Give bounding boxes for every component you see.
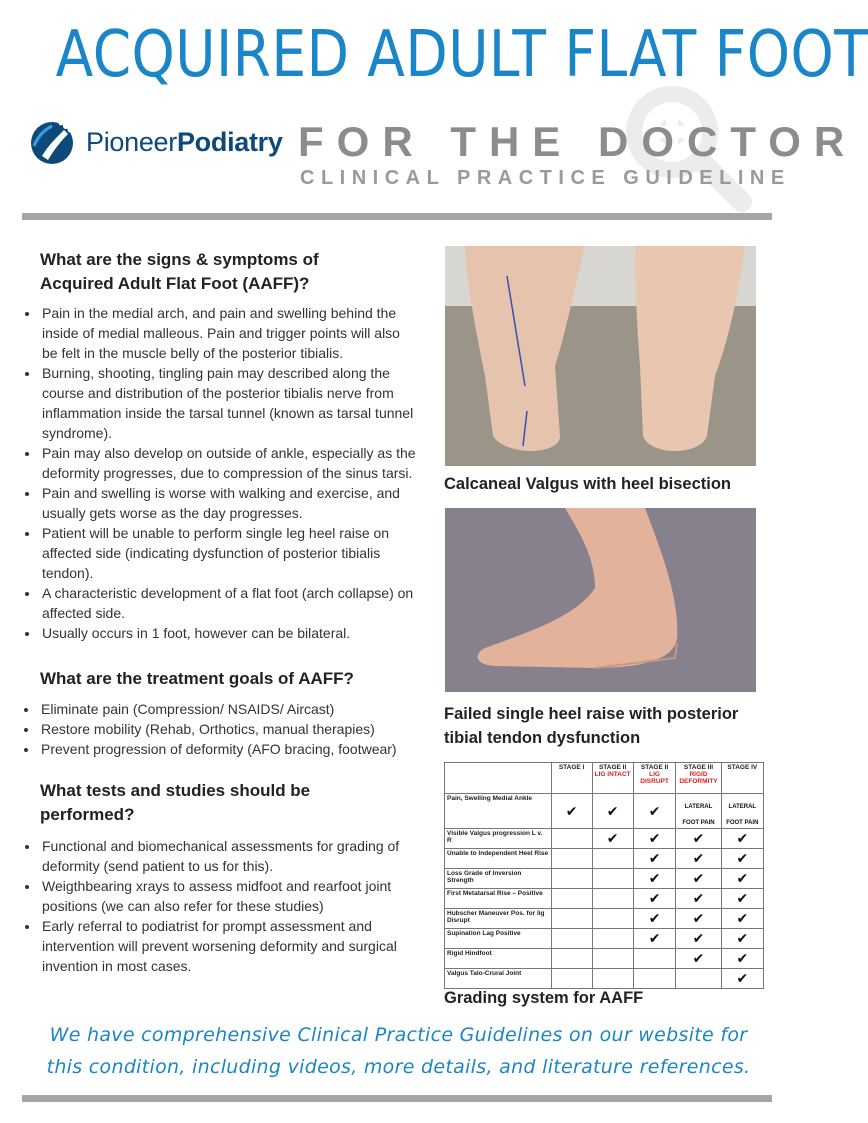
criterion-cell: Loss Grade of Inversion Strength <box>445 869 552 889</box>
table-row <box>445 849 764 869</box>
check-icon: ✔ <box>721 909 763 929</box>
list-item: • Early referral to podiatrist for prompt assessment and intervention will prevent worsening deformity and surgical invention in most cases. <box>40 916 417 976</box>
empty-cell <box>676 969 721 989</box>
stage-header <box>676 763 721 794</box>
check-icon: ✔ <box>592 794 633 829</box>
list-item: • Pain may also develop on outside of ankle, especially as the deformity progresses, due to compression of the sinus tarsi. <box>40 443 417 483</box>
cell-text: LATERAL FOOT PAIN <box>726 804 759 826</box>
list-item: • Functional and biomechanical assessments for grading of deformity (send patient to us for this). <box>40 836 417 876</box>
stage-label: STAGE I <box>558 764 585 771</box>
tests-heading-line2: performed? <box>40 805 135 824</box>
check-icon: ✔ <box>633 829 676 849</box>
grading-table <box>444 762 764 989</box>
grading-corner-cell <box>445 763 552 794</box>
empty-cell <box>592 889 633 909</box>
list-item: • Weigthbearing xrays to assess midfoot and rearfoot joint positions (we can also refer for these studies) <box>40 876 417 916</box>
table-caption: Grading system for AAFF <box>444 989 644 1007</box>
list-item: • Prevent progression of deformity (AFO bracing, footwear) <box>39 739 417 759</box>
check-icon: ✔ <box>633 794 676 829</box>
logo-foot-icon <box>30 116 78 168</box>
stage-sub-label: RIGID DEFORMITY <box>679 771 718 785</box>
lateral-foot-pain-cell <box>676 794 721 829</box>
tests-section <box>22 779 417 976</box>
empty-cell <box>551 829 592 849</box>
stage-header <box>633 763 676 794</box>
left-column <box>22 248 417 976</box>
criterion-cell: Valgus Talo-Crural Joint <box>445 969 552 989</box>
empty-cell <box>592 869 633 889</box>
list-item: • Eliminate pain (Compression/ NSAIDS/ Aircast) <box>39 699 417 719</box>
list-item: • A characteristic development of a flat foot (arch collapse) on affected side. <box>40 583 417 623</box>
check-icon: ✔ <box>551 794 592 829</box>
list-item: • Usually occurs in 1 foot, however can be bilateral. <box>40 623 417 643</box>
photo2-caption-line1: Failed single heel raise with posterior <box>444 705 739 723</box>
check-icon: ✔ <box>676 909 721 929</box>
stage-sub-label: LIG DISRUPT <box>640 771 669 785</box>
goals-heading: What are the treatment goals of AAFF? <box>40 669 354 688</box>
empty-cell <box>551 909 592 929</box>
footer-line2: this condition, including videos, more details, and literature references. <box>46 1056 751 1078</box>
cell-text: LATERAL FOOT PAIN <box>682 804 715 826</box>
subtitle-for-the-doctor: FOR THE DOCTOR <box>298 118 858 165</box>
signs-heading-line1: What are the signs & symptoms of <box>40 250 319 269</box>
goals-list <box>22 699 417 759</box>
photo1-caption: Calcaneal Valgus with heel bisection <box>444 475 732 493</box>
stage-header <box>592 763 633 794</box>
top-divider <box>22 213 772 220</box>
empty-cell <box>551 849 592 869</box>
bottom-divider <box>22 1095 772 1102</box>
list-item: • Patient will be unable to perform single leg heel raise on affected side (indicating dysfunction of posterior tibialis tendon). <box>40 523 417 583</box>
signs-section <box>22 248 417 643</box>
check-icon: ✔ <box>721 869 763 889</box>
table-row <box>445 909 764 929</box>
stage-header <box>721 763 763 794</box>
list-item: • Pain and swelling is worse with walking and exercise, and usually gets worse as the day progresses. <box>40 483 417 523</box>
logo-text-podiatry: Podiatry <box>176 126 283 157</box>
criterion-cell: Visible Valgus progression L v. R <box>445 829 552 849</box>
check-icon: ✔ <box>676 849 721 869</box>
empty-cell <box>633 949 676 969</box>
check-icon: ✔ <box>633 909 676 929</box>
list-item: • Pain in the medial arch, and pain and swelling behind the inside of medial malleous. Pain and trigger points will also be felt in the muscle belly of the posterior tibialis. <box>40 303 417 363</box>
tests-heading <box>40 779 417 827</box>
check-icon: ✔ <box>633 929 676 949</box>
stage-label: STAGE II <box>640 764 669 771</box>
stage-header <box>551 763 592 794</box>
stage-label: STAGE III <box>683 764 714 771</box>
empty-cell <box>551 949 592 969</box>
check-icon: ✔ <box>676 949 721 969</box>
check-icon: ✔ <box>721 829 763 849</box>
table-row <box>445 794 764 829</box>
photo-failed-heel-raise <box>445 508 756 692</box>
list-item: • Restore mobility (Rehab, Orthotics, manual therapies) <box>39 719 417 739</box>
tagline-clinical-practice-guideline: CLINICAL PRACTICE GUIDELINE <box>300 167 791 189</box>
empty-cell <box>592 909 633 929</box>
footer-note <box>26 1019 771 1083</box>
criterion-cell: Hubscher Maneuver Pos. for lig Disrupt <box>445 909 552 929</box>
check-icon: ✔ <box>633 889 676 909</box>
criterion-cell: Pain, Swelling Medial Ankle <box>445 794 552 829</box>
grading-body <box>445 794 764 989</box>
check-icon: ✔ <box>592 829 633 849</box>
table-row <box>445 929 764 949</box>
check-icon: ✔ <box>676 889 721 909</box>
empty-cell <box>592 849 633 869</box>
signs-heading-line2: Acquired Adult Flat Foot (AAFF)? <box>40 274 310 293</box>
table-row <box>445 949 764 969</box>
photo-calcaneal-valgus <box>445 246 756 466</box>
empty-cell <box>592 929 633 949</box>
criterion-cell: Unable to Independent Heel Rise <box>445 849 552 869</box>
check-icon: ✔ <box>721 969 763 989</box>
empty-cell <box>551 889 592 909</box>
check-icon: ✔ <box>676 929 721 949</box>
stage-sub-label: LIG INTACT <box>594 771 631 778</box>
logo-wordmark <box>86 127 283 158</box>
footer-line1: We have comprehensive Clinical Practice Guidelines on our website for <box>49 1024 748 1046</box>
tests-list <box>22 836 417 976</box>
check-icon: ✔ <box>721 889 763 909</box>
logo-text-pioneer: Pioneer <box>86 126 177 157</box>
check-icon: ✔ <box>721 949 763 969</box>
check-icon: ✔ <box>676 829 721 849</box>
check-icon: ✔ <box>676 869 721 889</box>
stage-label: STAGE IV <box>727 764 758 771</box>
signs-list <box>22 303 417 643</box>
table-row <box>445 829 764 849</box>
table-row <box>445 869 764 889</box>
grading-header-row <box>445 763 764 794</box>
table-row <box>445 889 764 909</box>
page-title: ACQUIRED ADULT FLAT FOOT <box>55 18 868 92</box>
check-icon: ✔ <box>633 849 676 869</box>
photo2-caption-line2: tibial tendon dysfunction <box>444 729 641 747</box>
lateral-foot-pain-cell <box>721 794 763 829</box>
stage-label: STAGE II <box>598 764 627 771</box>
empty-cell <box>551 869 592 889</box>
check-icon: ✔ <box>721 929 763 949</box>
empty-cell <box>592 949 633 969</box>
check-icon: ✔ <box>633 869 676 889</box>
criterion-cell: First Metatarsal Rise – Positive <box>445 889 552 909</box>
criterion-cell: Supination Lag Positive <box>445 929 552 949</box>
check-icon: ✔ <box>721 849 763 869</box>
empty-cell <box>551 929 592 949</box>
goals-section <box>22 667 417 759</box>
photo2-caption <box>444 702 784 750</box>
criterion-cell: Rigid Hindfoot <box>445 949 552 969</box>
list-item: • Burning, shooting, tingling pain may described along the course and distribution of the posterior tibialis nerve from inflammation inside the tarsal tunnel (known as tarsal tunnel syndrome). <box>40 363 417 443</box>
logo[interactable] <box>30 116 283 168</box>
tests-heading-line1: What tests and studies should be <box>40 781 311 800</box>
signs-heading <box>40 248 417 296</box>
